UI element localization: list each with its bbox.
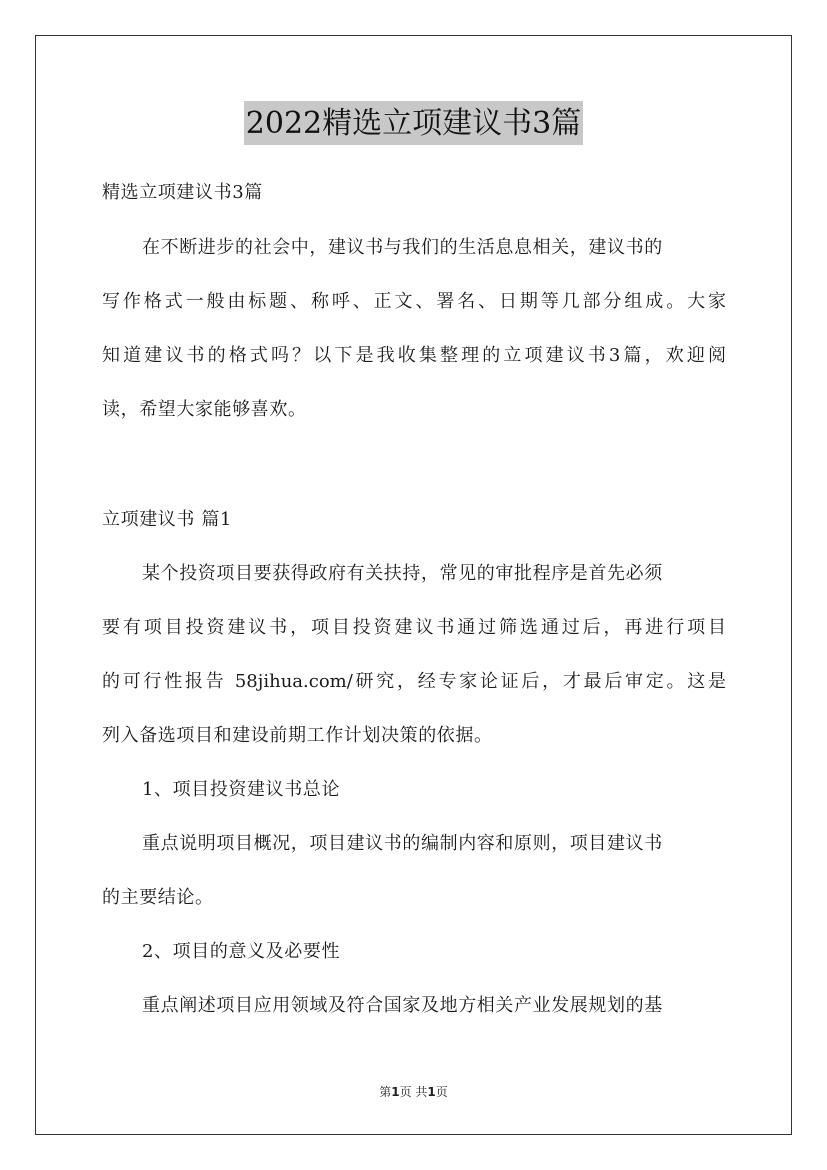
section-1-para-line-3: 的可行性报告 58jihua.com/研究，经专家论证后，才最后审定。这是 xyxy=(102,671,726,692)
section-1-para-line-1: 某个投资项目要获得政府有关扶持，常见的审批程序是首先必须 xyxy=(142,563,663,584)
footer-page-number: 1 xyxy=(391,1085,400,1099)
page-footer xyxy=(0,1084,827,1100)
item-2-line-1: 重点阐述项目应用领域及符合国家及地方相关产业发展规划的基 xyxy=(142,995,663,1016)
intro-line-4: 读，希望大家能够喜欢。 xyxy=(102,399,307,420)
intro-line-1: 在不断进步的社会中，建议书与我们的生活息息相关，建议书的 xyxy=(142,237,663,258)
item-1-line-1: 重点说明项目概况，项目建议书的编制内容和原则，项目建议书 xyxy=(142,833,663,854)
item-2-heading: 2、项目的意义及必要性 xyxy=(142,941,341,962)
footer-page-prefix: 第 xyxy=(379,1085,392,1099)
section-1-para-line-2: 要有项目投资建议书，项目投资建议书通过筛选通过后，再进行项目 xyxy=(102,617,726,638)
item-1-heading: 1、项目投资建议书总论 xyxy=(142,779,341,800)
intro-line-2: 写作格式一般由标题、称呼、正文、署名、日期等几部分组成。大家 xyxy=(102,291,726,312)
section-1-heading: 立项建议书 篇1 xyxy=(102,509,232,530)
document-subtitle: 精选立项建议书3篇 xyxy=(102,182,263,203)
document-title-text: 2022精选立项建议书3篇 xyxy=(244,101,583,145)
footer-page-mid: 页 共 xyxy=(399,1085,428,1099)
footer-page-total: 1 xyxy=(427,1085,436,1099)
item-1-line-2: 的主要结论。 xyxy=(102,887,214,908)
intro-line-3: 知道建议书的格式吗？以下是我收集整理的立项建议书3篇，欢迎阅 xyxy=(102,345,726,366)
section-1-para-line-4: 列入备选项目和建设前期工作计划决策的依据。 xyxy=(102,725,493,746)
document-title xyxy=(0,101,827,145)
footer-page-suffix: 页 xyxy=(435,1085,448,1099)
